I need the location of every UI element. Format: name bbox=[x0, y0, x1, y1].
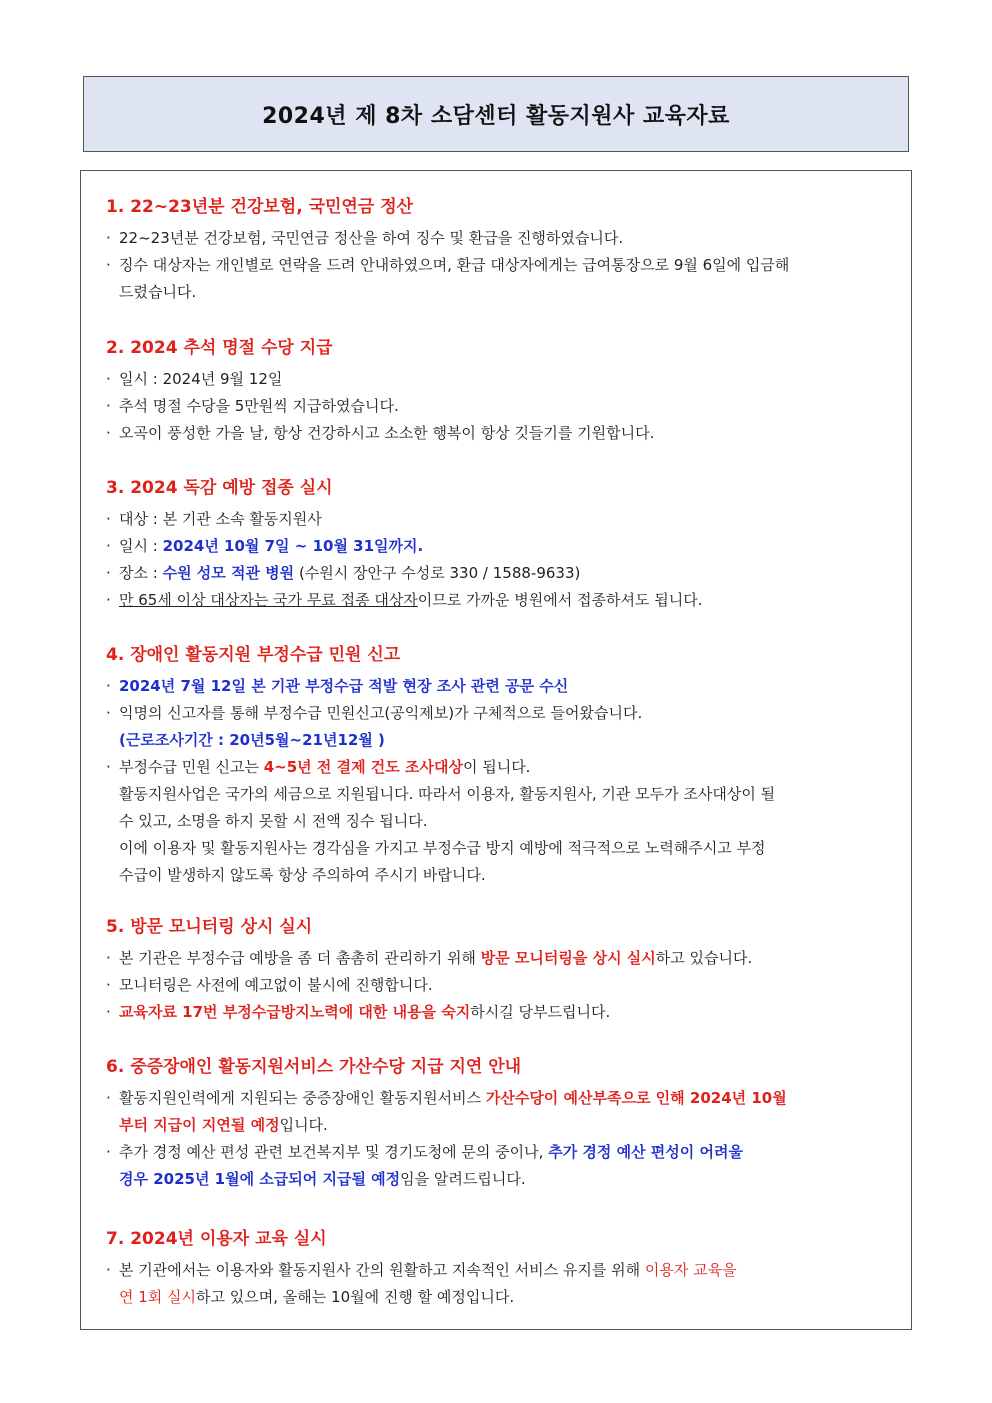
section-1-title: 1. 22~23년분 건강보험, 국민연금 정산 bbox=[106, 197, 414, 217]
section-4 bbox=[106, 643, 896, 889]
section-6 bbox=[106, 1055, 896, 1193]
section-3-line-4: · 만 65세 이상 대상자는 국가 무료 접종 대상자이므로 가까운 병원에서 접종하셔도 됩니다. bbox=[106, 591, 703, 609]
section-5-title: 5. 방문 모니터링 상시 실시 bbox=[106, 917, 313, 937]
section-2-line-2: · 추석 명절 수당을 5만원씩 지급하였습니다. bbox=[106, 397, 399, 415]
section-4-line-1: · 2024년 7월 12일 본 기관 부정수급 적발 현장 조사 관련 공문 수신 bbox=[106, 677, 569, 695]
section-3-line-2: · 일시 : 2024년 10월 7일 ~ 10월 31일까지. bbox=[106, 537, 424, 555]
section-2 bbox=[106, 336, 896, 447]
section-4-line-3: (근로조사기간 : 20년5월~21년12월 ) bbox=[119, 731, 385, 749]
section-4-line-6: 수 있고, 소명을 하지 못할 시 전액 징수 됩니다. bbox=[119, 812, 428, 830]
section-3-line-1: · 대상 : 본 기관 소속 활동지원사 bbox=[106, 510, 322, 528]
section-1-line-3: 드렸습니다. bbox=[119, 283, 197, 301]
section-4-line-8: 수급이 발생하지 않도록 항상 주의하여 주시기 바랍니다. bbox=[119, 866, 486, 884]
section-5-line-1: · 본 기관은 부정수급 예방을 좀 더 촘촘히 관리하기 위해 방문 모니터링을 상시 실시하고 있습니다. bbox=[106, 949, 753, 967]
section-5-line-2: · 모니터링은 사전에 예고없이 불시에 진행합니다. bbox=[106, 976, 433, 994]
section-6-line-4: 경우 2025년 1월에 소급되어 지급될 예정임을 알려드립니다. bbox=[119, 1170, 526, 1188]
section-1 bbox=[106, 195, 896, 306]
section-1-line-2: · 징수 대상자는 개인별로 연락을 드려 안내하였으며, 환급 대상자에게는 급여통장으로 9월 6일에 입금해 bbox=[106, 256, 790, 274]
section-4-title: 4. 장애인 활동지원 부정수급 민원 신고 bbox=[106, 645, 401, 665]
section-6-line-1: · 활동지원인력에게 지원되는 중증장애인 활동지원서비스 가산수당이 예산부족으로 인해 2024년 10월 bbox=[106, 1089, 787, 1107]
section-2-line-1: · 일시 : 2024년 9월 12일 bbox=[106, 370, 283, 388]
section-5-line-3: · 교육자료 17번 부정수급방지노력에 대한 내용을 숙지하시길 당부드립니다. bbox=[106, 1003, 611, 1021]
content-box bbox=[80, 170, 912, 1330]
section-4-line-2: · 익명의 신고자를 통해 부정수급 민원신고(공익제보)가 구체적으로 들어왔습니다. bbox=[106, 704, 643, 722]
section-5 bbox=[106, 915, 896, 1026]
section-3-title: 3. 2024 독감 예방 접종 실시 bbox=[106, 478, 333, 498]
section-7 bbox=[106, 1227, 896, 1311]
section-6-title: 6. 중증장애인 활동지원서비스 가산수당 지급 지연 안내 bbox=[106, 1057, 522, 1077]
section-3 bbox=[106, 476, 896, 614]
section-7-title: 7. 2024년 이용자 교육 실시 bbox=[106, 1229, 327, 1249]
section-4-line-4: · 부정수급 민원 신고는 4~5년 전 결제 건도 조사대상이 됩니다. bbox=[106, 758, 531, 776]
section-4-line-5: 활동지원사업은 국가의 세금으로 지원됩니다. 따라서 이용자, 활동지원사, 기관 모두가 조사대상이 될 bbox=[119, 785, 776, 803]
section-4-line-7: 이에 이용자 및 활동지원사는 경각심을 가지고 부정수급 방지 예방에 적극적으로 노력해주시고 부정 bbox=[119, 839, 766, 857]
page-title: 2024년 제 8차 소담센터 활동지원사 교육자료 bbox=[262, 103, 730, 129]
section-2-line-3: · 오곡이 풍성한 가을 날, 항상 건강하시고 소소한 행복이 항상 깃들기를 기원합니다. bbox=[106, 424, 655, 442]
section-7-line-1: · 본 기관에서는 이용자와 활동지원사 간의 원활하고 지속적인 서비스 유지를 위해 이용자 교육을 bbox=[106, 1261, 737, 1279]
section-6-line-3: · 추가 경정 예산 편성 관련 보건복지부 및 경기도청에 문의 중이나, 추가 경정 예산 편성이 어려울 bbox=[106, 1143, 743, 1161]
title-box bbox=[83, 76, 909, 152]
section-6-line-2: 부터 지급이 지연될 예정입니다. bbox=[119, 1116, 328, 1134]
section-1-line-1: · 22~23년분 건강보험, 국민연금 정산을 하여 징수 및 환급을 진행하였습니다. bbox=[106, 229, 624, 247]
section-2-title: 2. 2024 추석 명절 수당 지급 bbox=[106, 338, 333, 358]
section-7-line-2: 연 1회 실시하고 있으며, 올해는 10월에 진행 할 예정입니다. bbox=[119, 1288, 515, 1306]
section-3-line-3: · 장소 : 수원 성모 적관 병원 (수원시 장안구 수성로 330 / 1588-9633) bbox=[106, 564, 581, 582]
